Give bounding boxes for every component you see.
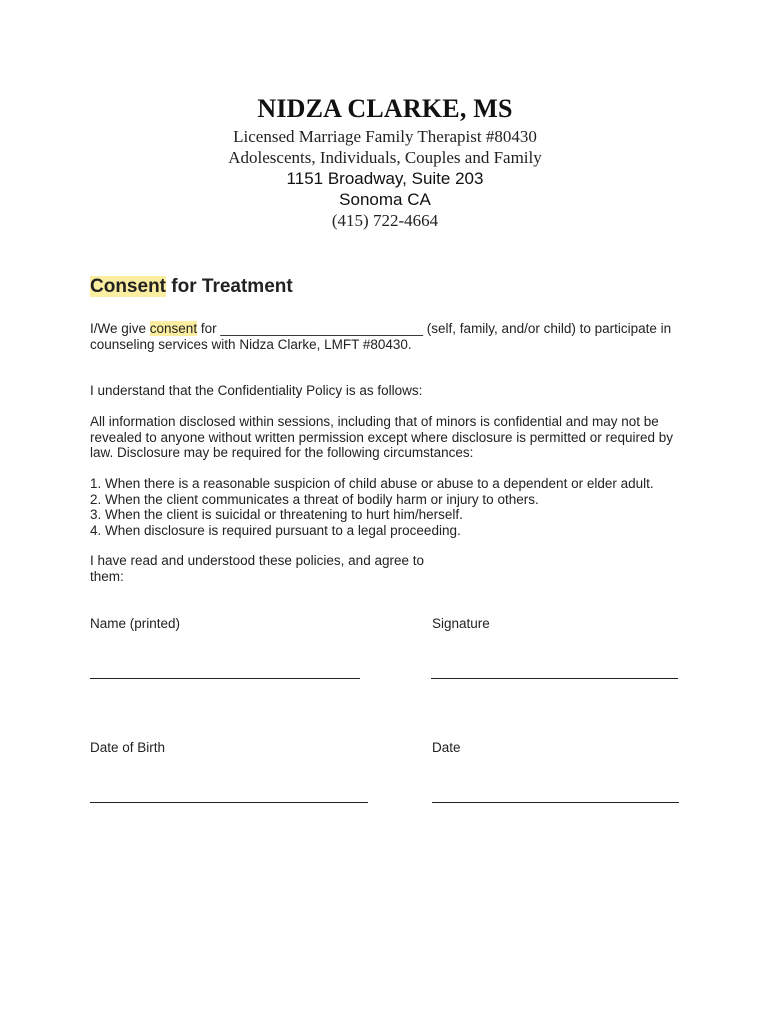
specialties-line: Adolescents, Individuals, Couples and Family [228, 148, 542, 167]
intro-prefix: I/We give [90, 321, 150, 336]
name-printed-label: Name (printed) [90, 616, 181, 631]
date-line[interactable] [432, 802, 679, 803]
title-rest: for Treatment [166, 276, 293, 297]
confidentiality-intro: I understand that the Confidentiality Policy is as follows: [90, 383, 423, 398]
consent-statement [90, 321, 690, 352]
signature-label: Signature [432, 616, 490, 631]
condition-item: 2. When the client communicates a threat of bodily harm or injury to others. [90, 491, 539, 507]
intro-rest: for ___________________________ (self, family, and/or child) to participate in counseling services with Nidza Clarke, LMFT #80430. [90, 321, 672, 352]
title-highlight: Consent [90, 276, 166, 297]
phone-line: (415) 722-4664 [331, 211, 439, 230]
therapist-name: NIDZA CLARKE, MS [257, 94, 513, 123]
condition-item: 3. When the client is suicidal or threatening to hurt him/herself. [90, 507, 463, 523]
disclosure-conditions [90, 476, 690, 538]
name-printed-line[interactable] [90, 678, 360, 679]
letterhead [0, 92, 770, 231]
date-of-birth-line[interactable] [90, 802, 368, 803]
agreement-statement: I have read and understood these policies, and agree to them: [90, 553, 424, 584]
condition-item: 4. When disclosure is required pursuant to a legal proceeding. [90, 522, 461, 538]
address-line-2: Sonoma CA [339, 190, 431, 209]
date-of-birth-label: Date of Birth [90, 740, 166, 755]
confidentiality-policy: All information disclosed within sessions, including that of minors is confidential and may not be revealed to anyone without written permission except where disclosure is permitted or required by law. Disclosure may be required for the following circumstances: [90, 414, 674, 461]
address-line-1: 1151 Broadway, Suite 203 [286, 169, 484, 188]
signature-line[interactable] [431, 678, 678, 679]
intro-highlight: consent [149, 321, 198, 336]
date-label: Date [432, 740, 461, 755]
document-title [90, 274, 293, 300]
condition-item: 1. When there is a reasonable suspicion of child abuse or abuse to a dependent or elder adult. [90, 476, 654, 491]
license-line: Licensed Marriage Family Therapist #80430 [233, 127, 537, 146]
